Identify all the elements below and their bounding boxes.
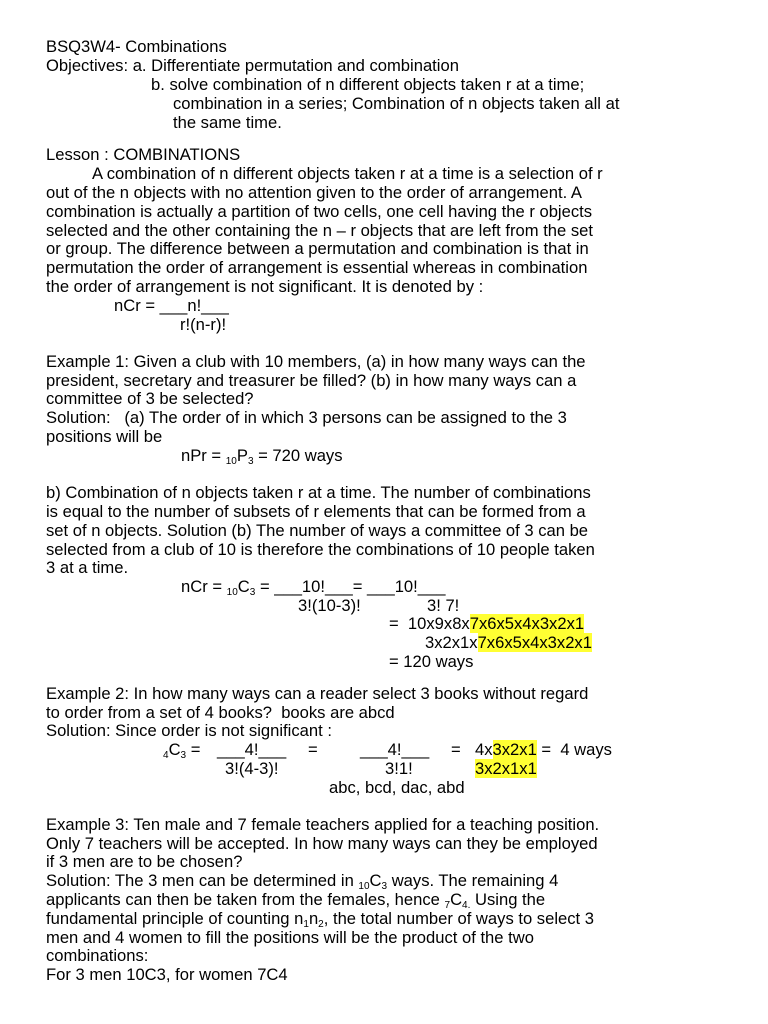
ncr-formula: nCr = ___n!___ [114, 296, 229, 315]
expansion-denominator: 3x2x1x7x6x5x4x3x2x1 [425, 633, 592, 652]
objective-a: Objectives: a. Differentiate permutation and combination [46, 56, 459, 75]
objective-b-line: b. solve combination of n different objects taken r at a time; [151, 75, 585, 94]
example3-line: if 3 men are to be chosen? [46, 852, 243, 871]
example2-denominator-2: 3!1! [385, 759, 413, 778]
document-title: BSQ3W4- Combinations [46, 37, 227, 56]
ncr-equation: nCr = 10C3 = ___10!___= ___10!___ [181, 577, 446, 598]
example1-line: committee of 3 be selected? [46, 389, 254, 408]
lesson-paragraph-line: permutation the order of arrangement is essential whereas in combination [46, 258, 588, 277]
objective-b-line: the same time. [173, 113, 282, 132]
example3-solution-line: fundamental principle of counting n1n2, the total number of ways to select 3 [46, 909, 594, 930]
example3-solution-line: combinations: [46, 946, 149, 965]
example3-line: Example 3: Ten male and 7 female teachers applied for a teaching position. [46, 815, 600, 834]
example1-line: president, secretary and treasurer be filled? (b) in how many ways can a [46, 371, 577, 390]
npr-equation: nPr = 10P3 = 720 ways [181, 446, 343, 467]
example2-equals: = [308, 740, 318, 759]
lesson-paragraph-line: selected and the other containing the n – r objects that are left from the set [46, 221, 594, 240]
example1-part-b-line: set of n objects. Solution (b) The number of ways a committee of 3 can be [46, 521, 589, 540]
objective-b-line: combination in a series; Combination of n objects taken all at [173, 94, 620, 113]
example3-solution-line: applicants can then be taken from the females, hence 7C4. Using the [46, 890, 546, 911]
lesson-paragraph-line: or group. The difference between a permutation and combination is that in [46, 239, 589, 258]
example3-solution-line: For 3 men 10C3, for women 7C4 [46, 965, 288, 984]
example3-solution-line: Solution: The 3 men can be determined in 10C3 ways. The remaining 4 [46, 871, 559, 892]
example2-line: Solution: Since order is not significant : [46, 721, 332, 740]
example2-denominator-1: 3!(4-3)! [225, 759, 279, 778]
example2-line: Example 2: In how many ways can a reader select 3 books without regard [46, 684, 589, 703]
ncr-denominator-2: 3! 7! [427, 596, 460, 615]
example1-part-b-line: b) Combination of n objects taken r at a time. The number of combinations [46, 483, 591, 502]
example1-line: Example 1: Given a club with 10 members, (a) in how many ways can the [46, 352, 586, 371]
ncr-denominator-1: 3!(10-3)! [298, 596, 361, 615]
example2-numerator-1: ___4!___ [217, 740, 287, 759]
example2-equals: = [451, 740, 461, 759]
example1-result: = 120 ways [389, 652, 474, 671]
lesson-paragraph-line: the order of arrangement is not significant. It is denoted by : [46, 277, 484, 296]
c43-label: 4C3 = [163, 740, 206, 761]
example2-expansion: 4x3x2x1 = 4 ways [475, 740, 612, 759]
example1-line: Solution: (a) The order of in which 3 persons can be assigned to the 3 [46, 408, 567, 427]
lesson-paragraph-line: combination is actually a partition of two cells, one cell having the r objects [46, 202, 593, 221]
example1-part-b-line: is equal to the number of subsets of r elements that can be formed from a [46, 502, 586, 521]
example3-solution-line: men and 4 women to fill the positions will be the product of the two [46, 928, 534, 947]
example1-line: positions will be [46, 427, 163, 446]
example2-line: to order from a set of 4 books? books are abcd [46, 703, 395, 722]
example2-denominator-3: 3x2x1x1 [475, 759, 537, 778]
example2-list: abc, bcd, dac, abd [329, 778, 465, 797]
lesson-paragraph-line: A combination of n different objects taken r at a time is a selection of r [92, 164, 603, 183]
example2-numerator-2: ___4!___ [360, 740, 430, 759]
expansion-numerator: = 10x9x8x7x6x5x4x3x2x1 [389, 614, 585, 633]
ncr-formula-denominator: r!(n-r)! [180, 315, 227, 334]
lesson-paragraph-line: out of the n objects with no attention given to the order of arrangement. A [46, 183, 582, 202]
example1-part-b-line: 3 at a time. [46, 558, 129, 577]
example3-line: Only 7 teachers will be accepted. In how many ways can they be employed [46, 834, 598, 853]
lesson-title: Lesson : COMBINATIONS [46, 145, 241, 164]
example1-part-b-line: selected from a club of 10 is therefore the combinations of 10 people taken [46, 540, 595, 559]
